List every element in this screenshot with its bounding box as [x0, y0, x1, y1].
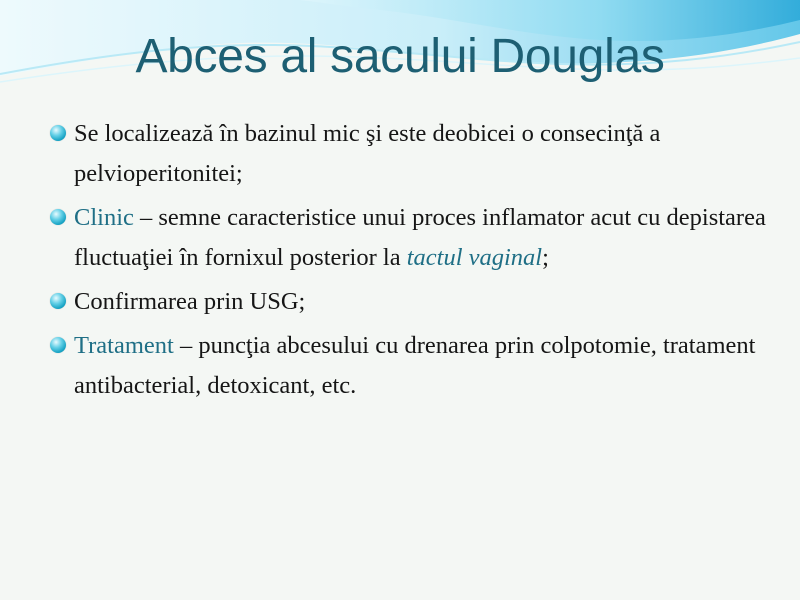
- bullet-dot-icon: [50, 293, 66, 309]
- bullet-localization: [46, 114, 766, 194]
- bullet-dot-icon: [50, 337, 66, 353]
- bullet-treatment: [46, 326, 766, 406]
- bullet-text: Se localizează în bazinul mic şi este deobicei o consecinţă a pelvioperitonitei;: [74, 120, 661, 187]
- bullet-body: – puncţia abcesului cu drenarea prin colpotomie, tratament antibacterial, detoxicant, etc.: [74, 332, 756, 399]
- bullet-text: Confirmarea prin USG;: [74, 288, 306, 315]
- bullet-list: [46, 114, 766, 410]
- bullet-clinical: [46, 198, 766, 278]
- bullet-dot-icon: [50, 125, 66, 141]
- bullet-body: – semne caracteristice unui proces inflamator acut cu depistarea fluctuaţiei în fornixul posterior la: [74, 204, 766, 271]
- bullet-suffix: ;: [542, 244, 549, 271]
- bullet-dot-icon: [50, 209, 66, 225]
- bullet-confirmation: [46, 282, 766, 322]
- bullet-lead: Clinic: [74, 204, 134, 231]
- page-title: Abces al sacului Douglas: [135, 30, 665, 83]
- bullet-emphasis: tactul vaginal: [406, 244, 543, 271]
- bullet-text: [74, 326, 766, 406]
- bullet-text: [74, 198, 766, 278]
- bullet-lead: Tratament: [74, 332, 174, 359]
